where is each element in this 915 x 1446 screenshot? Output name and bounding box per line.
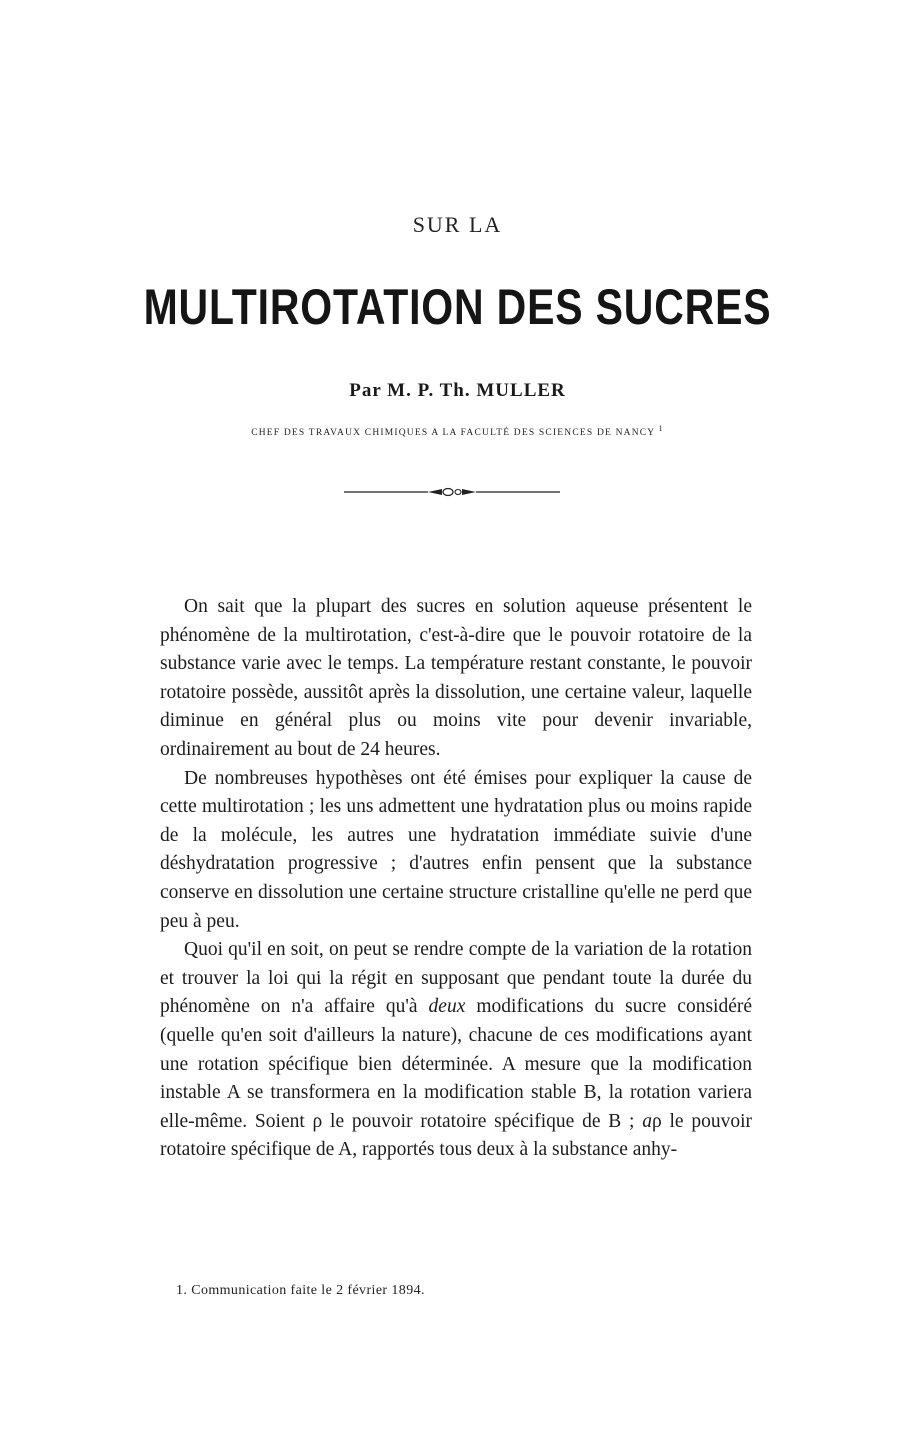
author-line: Par M. P. Th. MULLER [349,380,566,401]
paragraph-1: On sait que la plupart des sucres en solution aqueuse présentent le phénomène de la multirotation, c'est-à-dire que le pouvoir rotatoire de la substance varie avec le temps. La température restant constante, le pouvoir rotatoire possède, aussitôt après la dissolution, une certaine valeur, laquelle diminue en général plus ou moins vite pour devenir invariable, ordinairement au bout de 24 heures. [160,596,752,760]
paragraph-3-part-3: ρ le pouvoir rotatoire spécifique de A, rapportés tous deux à la substance anhy- [160,1110,752,1161]
emphasis-a: a [642,1110,652,1132]
author-affiliation [0,424,915,438]
footnote-mark: 1 [658,424,664,433]
pretitle: SUR LA [412,212,503,237]
affiliation-text: CHEF DES TRAVAUX CHIMIQUES A LA FACULTÉ DES SCIENCES DE NANCY [251,428,656,439]
article-body [160,593,752,1165]
footnote: 1. Communication faite le 2 février 1894. [176,1283,425,1298]
paragraph-3-part-1: Quoi qu'il en soit, on peut se rendre compte de la variation de la rotation et trouver la loi qui la régit en supposant que pendant toute la durée du phénomène on n'a affaire qu'à [160,939,752,1018]
paragraph-2: De nombreuses hypothèses ont été émises pour expliquer la cause de cette multirotation ; les uns admettent une hydratation plus ou moins rapide de la molécule, les autres une hydratation immédiate suivie d'une déshydratation progressive ; d'autres enfin pensent que la substance conserve en dissolution une certaine structure cristalline qu'elle ne perd que peu à peu. [160,767,752,932]
paragraph-3-part-2: modifications du sucre considéré (quelle qu'en soit d'ailleurs la nature), chacune de ces modifications ayant une rotation spécifique bien déterminée. A mesure que la modification instable A se transformera en la modification stable B, la rotation variera elle-même. Soient ρ le pouvoir rotatoire spécifique de B ; [160,996,752,1132]
ornament-divider-icon [344,485,560,499]
emphasis-deux: deux [428,996,466,1018]
article-title: MULTIROTATION DES SUCRES [143,279,772,335]
paragraph-3 [160,936,752,1165]
